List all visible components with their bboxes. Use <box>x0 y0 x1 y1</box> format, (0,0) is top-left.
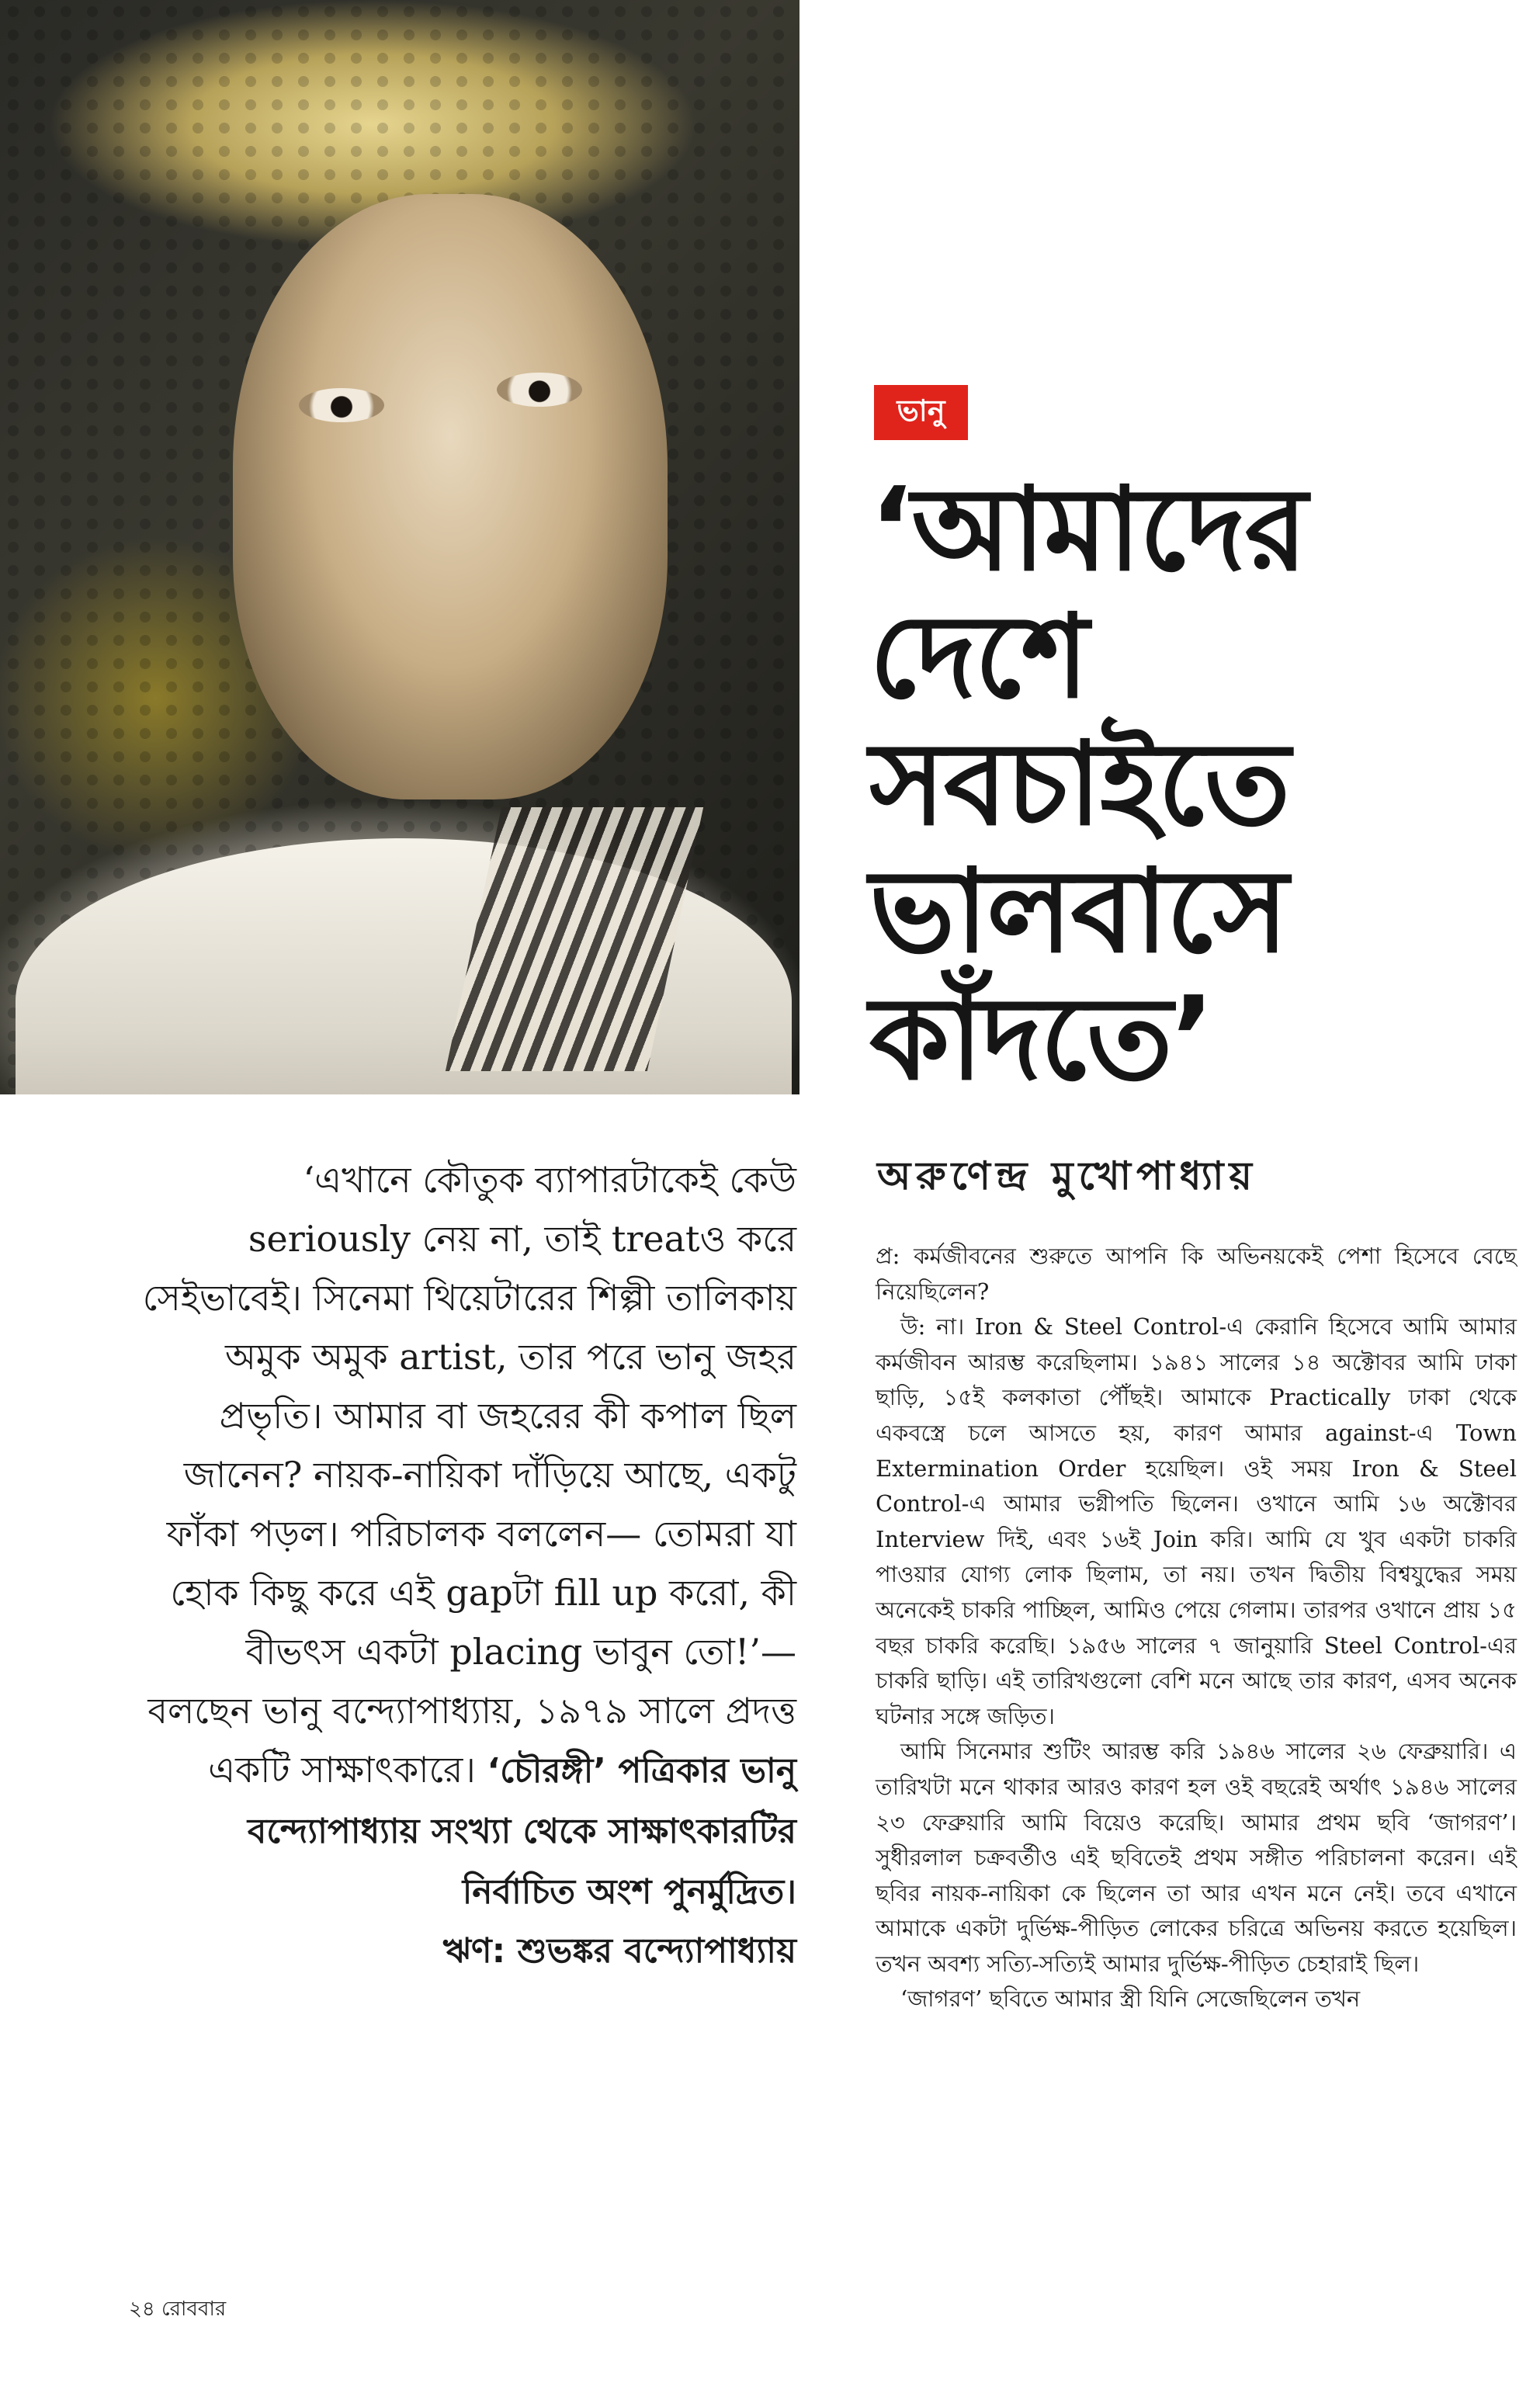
body-paragraph-4: ‘জাগরণ’ ছবিতে আমার স্ত্রী যিনি সেজেছিলেন তখন <box>900 1985 1361 2013</box>
intro-block <box>140 1150 796 1981</box>
byline: অরুণেন্দ্র মুখোপাধ্যায় <box>877 1153 1257 1198</box>
photo-face <box>233 194 668 799</box>
page-folio: ২৪ রোববার <box>129 2298 227 2321</box>
body-paragraph-question: প্র: কর্মজীবনের শুরুতে আপনি কি অভিনয়কেই পেশা হিসেবে বেছে নিয়েছিলেন? <box>876 1243 1517 1305</box>
article-body <box>876 1239 1517 2017</box>
intro-lead: ‘এখানে কৌতুক ব্যাপারটাকেই কেউ seriously নেয় না, তাই treatও করে সেইভাবেই। সিনেমা থিয়েটারের শিল্পী তালিকায় অমুক অমুক artist, তার পরে ভানু জহর প্রভৃতি। আমার বা জহরের কী কপাল ছিল জানেন? নায়ক-নায়িকা দাঁড়িয়ে আছে, একটু ফাঁকা পড়ল। পরিচালক বললেন— তোমরা যা হোক কিছু করে এই gapটা fill up করো, কী বীভৎস একটা placing ভাবুন তো!’— বলছেন ভানু বন্দ্যোপাধ্যায়, ১৯৭৯ সালে প্রদত্ত একটি সাক্ষাৎকারে। <box>142 1159 796 1791</box>
intro-source: ‘চৌরঙ্গী’ পত্রিকার ভানু বন্দ্যোপাধ্যায় সংখ্যা থেকে সাক্ষাৎকারটির নির্বাচিত অংশ পুনর্মুদ্রিত। <box>247 1751 796 1912</box>
section-tag: ভানু <box>874 385 968 440</box>
body-paragraph-3: আমি সিনেমার শুটিং আরম্ভ করি ১৯৪৬ সালের ২৬ ফেব্রুয়ারি। এ তারিখটা মনে থাকার আরও কারণ হল ওই বছরেই অর্থাৎ ১৯৪৬ সালের ২৩ ফেব্রুয়ারি আমি বিয়েও করেছি। আমার প্রথম ছবি ‘জাগরণ’। সুধীরলাল চক্রবর্তীও এই ছবিতেই প্রথম সঙ্গীত পরিচালনা করেন। এই ছবির নায়ক-নায়িকা কে ছিলেন তা আর এখন মনে নেই। তবে এখানে আমাকে একটা দুর্ভিক্ষ-পীড়িত লোকের চরিত্রে অভিনয় করতে হয়েছিল। তখন অবশ্য সত্যি-সত্যিই আমার দুর্ভিক্ষ-পীড়িত চেহারাই ছিল। <box>876 1738 1517 1977</box>
photo-eye-right <box>497 373 582 407</box>
photo-eye-left <box>299 388 384 422</box>
headline: ‘আমাদের দেশে সবচাইতে ভালবাসে কাঁদতে’ <box>869 463 1306 1105</box>
portrait-photo <box>0 0 799 1094</box>
body-paragraph-answer: উ: না। Iron & Steel Control-এ কেরানি হিসেবে আমি আমার কর্মজীবন আরম্ভ করেছিলাম। ১৯৪১ সালের ১৪ অক্টোবর আমি ঢাকা ছাড়ি, ১৫ই কলকাতা পৌঁছই। আমাকে Practically ঢাকা থেকে একবস্ত্রে চলে আসতে হয়, কারণ আমার against-এ Town Extermination Order হয়েছিল। ওই সময় Iron & Steel Control-এ আমার ভগ্নীপতি ছিলেন। ওখানে আমি ১৬ অক্টোবর Interview দিই, এবং ১৬ই Join করি। আমি যে খুব একটা চাকরি পাওয়ার যোগ্য লোক ছিলাম, তা নয়। তখন দ্বিতীয় বিশ্বযুদ্ধের সময় অনেকেই চাকরি পাচ্ছিল, আমিও পেয়ে গেলাম। তারপর ওখানে প্রায় ১৫ বছর চাকরি করেছি। ১৯৫৬ সালের ৭ জানুয়ারি Steel Control-এর চাকরি ছাড়ি। এই তারিখগুলো বেশি মনে আছে তার কারণ, এসব অনেক ঘটনার সঙ্গে জড়িত। <box>876 1313 1517 1729</box>
intro-credit: ঋণ: শুভঙ্কর বন্দ্যোপাধ্যায় <box>442 1931 796 1971</box>
